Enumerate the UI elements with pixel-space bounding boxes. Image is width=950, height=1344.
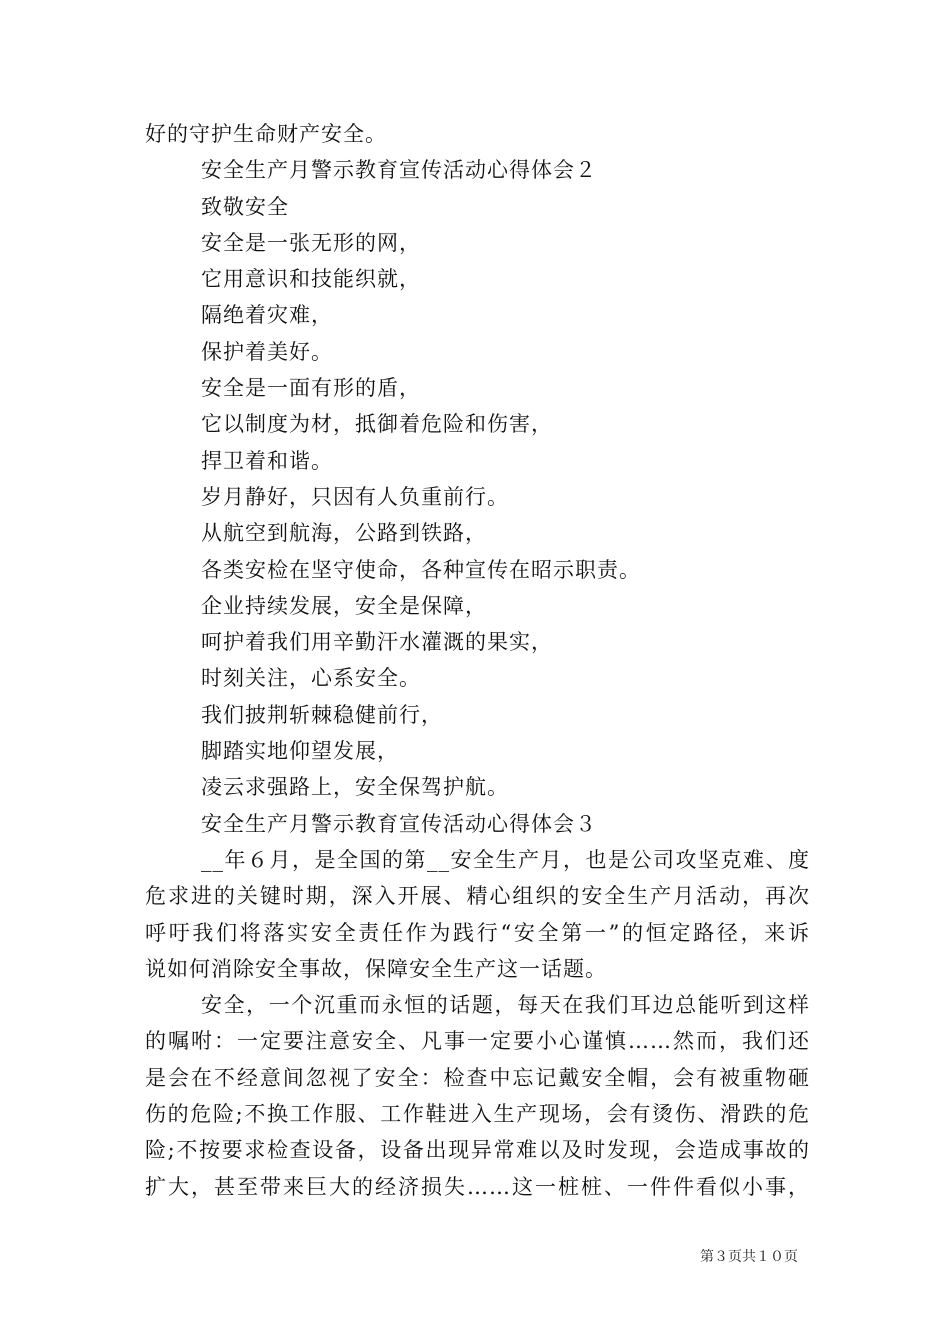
paragraph-line: 险;不按要求检查设备，设备出现异常难以及时发现，会造成事故的 [145, 1138, 810, 1163]
poem-line: 安全是一面有形的盾， [201, 376, 421, 401]
paragraph-line: 伤的危险;不换工作服、工作鞋进入生产现场，会有烫伤、滑跌的危 [145, 1102, 810, 1127]
poem-line: 它以制度为材，抵御着危险和伤害， [201, 412, 553, 437]
text-line: 好的守护生命财产安全。 [145, 122, 387, 146]
poem-line: 保护着美好。 [201, 339, 333, 364]
paragraph-1 [145, 842, 810, 987]
paragraph-line: 是会在不经意间忽视了安全：检查中忘记戴安全帽，会有被重物砸 [145, 1065, 810, 1090]
paragraph-line: 扩大，甚至带来巨大的经济损失……这一桩桩、一件件看似小事， [145, 1174, 810, 1199]
paragraph-2 [145, 987, 810, 1205]
poem-line: 呵护着我们用辛勤汗水灌溉的果实， [201, 630, 553, 655]
poem-line: 捍卫着和谐。 [201, 448, 333, 473]
paragraph-line: 安全，一个沉重而永恒的话题，每天在我们耳边总能听到这样 [201, 993, 810, 1018]
paragraph-line: __年６月，是全国的第__安全生产月，也是公司攻坚克难、度 [201, 847, 810, 872]
paragraph-line: 危求进的关键时期，深入开展、精心组织的安全生产月活动，再次 [145, 884, 810, 909]
poem-line: 从航空到航海，公路到铁路， [201, 521, 487, 546]
section-heading: 安全生产月警示教育宣传活动心得体会３ [201, 811, 597, 836]
poem-line: 岁月静好，只因有人负重前行。 [201, 484, 509, 509]
poem-title: 致敬安全 [201, 194, 289, 219]
poem-line: 隔绝着灾难， [201, 303, 333, 328]
poem-line: 各类安检在坚守使命，各种宣传在昭示职责。 [201, 557, 641, 582]
paragraph-line: 说如何消除安全事故，保障安全生产这一话题。 [145, 956, 607, 981]
paragraph-line: 的嘱咐：一定要注意安全、凡事一定要小心谨慎……然而，我们还 [145, 1029, 810, 1054]
poem-line: 凌云求强路上，安全保驾护航。 [201, 775, 509, 800]
poem-line: 它用意识和技能织就， [201, 267, 421, 292]
poem-line: 脚踏实地仰望发展， [201, 739, 399, 764]
page-number-footer: 第３页共１０页 [700, 1249, 798, 1265]
poem-line: 企业持续发展，安全是保障， [201, 593, 487, 618]
paragraph-line: 呼吁我们将落实安全责任作为践行“安全第一”的恒定路径，来诉 [145, 920, 810, 945]
poem-line: 时刻关注，心系安全。 [201, 666, 421, 691]
poem-line: 安全是一张无形的网， [201, 230, 421, 255]
document-body [145, 116, 810, 1205]
section-heading: 安全生产月警示教育宣传活动心得体会２ [201, 158, 597, 183]
poem-line: 我们披荆斩棘稳健前行， [201, 702, 443, 727]
